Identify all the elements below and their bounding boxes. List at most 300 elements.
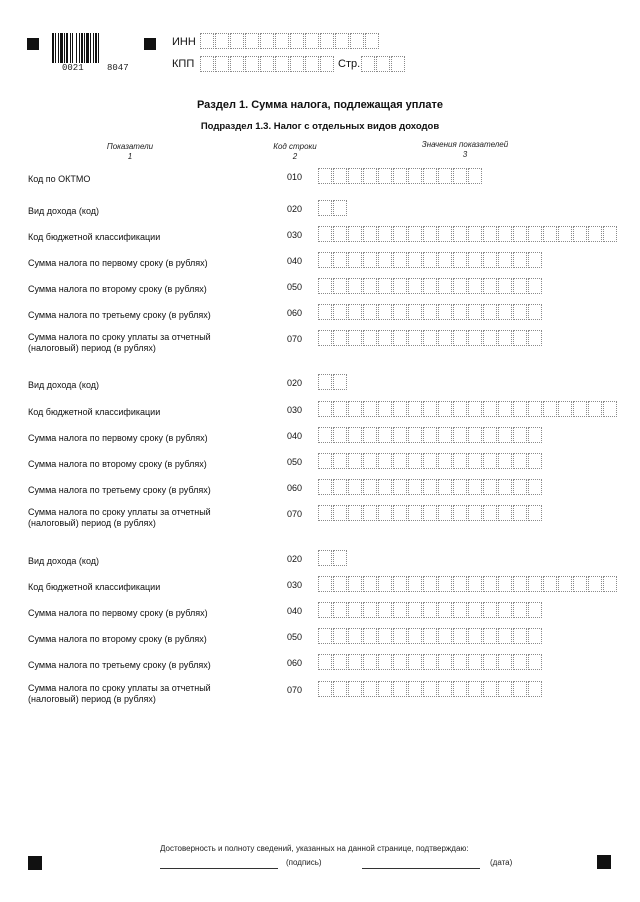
input-cell[interactable] [408, 602, 422, 618]
input-cell[interactable] [378, 479, 392, 495]
input-cell[interactable] [363, 330, 377, 346]
input-cell[interactable] [513, 628, 527, 644]
input-cell[interactable] [483, 427, 497, 443]
input-cell[interactable] [438, 168, 452, 184]
input-cell[interactable] [438, 505, 452, 521]
input-cell[interactable] [513, 505, 527, 521]
input-cell[interactable] [318, 427, 332, 443]
input-cell[interactable] [348, 330, 362, 346]
input-cell[interactable] [290, 56, 304, 72]
input-cell[interactable] [333, 602, 347, 618]
input-cell[interactable] [200, 56, 214, 72]
input-cell[interactable] [393, 681, 407, 697]
input-cell[interactable] [573, 226, 587, 242]
input-cell[interactable] [513, 479, 527, 495]
input-cell[interactable] [528, 252, 542, 268]
input-cell[interactable] [378, 427, 392, 443]
input-cell[interactable] [468, 278, 482, 294]
input-cell[interactable] [378, 401, 392, 417]
input-cell[interactable] [363, 401, 377, 417]
input-cell[interactable] [498, 278, 512, 294]
input-cell[interactable] [333, 453, 347, 469]
input-cell[interactable] [558, 576, 572, 592]
input-cell[interactable] [215, 33, 229, 49]
input-cell[interactable] [483, 252, 497, 268]
input-cell[interactable] [423, 479, 437, 495]
input-cell[interactable] [275, 33, 289, 49]
input-cell[interactable] [378, 168, 392, 184]
input-cell[interactable] [438, 226, 452, 242]
input-cell[interactable] [513, 226, 527, 242]
input-cell[interactable] [513, 602, 527, 618]
input-cell[interactable] [438, 330, 452, 346]
input-cell[interactable] [468, 252, 482, 268]
input-cell[interactable] [318, 602, 332, 618]
block3-third-term-field[interactable] [318, 654, 543, 670]
block2-first-term-field[interactable] [318, 427, 543, 443]
input-cell[interactable] [363, 602, 377, 618]
block2-kbk-field[interactable] [318, 401, 618, 417]
input-cell[interactable] [305, 33, 319, 49]
inn-field[interactable] [200, 33, 380, 49]
input-cell[interactable] [438, 479, 452, 495]
input-cell[interactable] [543, 401, 557, 417]
input-cell[interactable] [318, 654, 332, 670]
input-cell[interactable] [603, 401, 617, 417]
input-cell[interactable] [333, 479, 347, 495]
input-cell[interactable] [423, 168, 437, 184]
input-cell[interactable] [453, 628, 467, 644]
input-cell[interactable] [348, 168, 362, 184]
input-cell[interactable] [513, 576, 527, 592]
input-cell[interactable] [483, 628, 497, 644]
input-cell[interactable] [318, 252, 332, 268]
input-cell[interactable] [483, 479, 497, 495]
input-cell[interactable] [483, 654, 497, 670]
input-cell[interactable] [438, 628, 452, 644]
input-cell[interactable] [318, 479, 332, 495]
input-cell[interactable] [453, 576, 467, 592]
input-cell[interactable] [393, 479, 407, 495]
input-cell[interactable] [348, 602, 362, 618]
input-cell[interactable] [453, 453, 467, 469]
input-cell[interactable] [393, 453, 407, 469]
input-cell[interactable] [333, 226, 347, 242]
input-cell[interactable] [361, 56, 375, 72]
input-cell[interactable] [363, 681, 377, 697]
input-cell[interactable] [363, 427, 377, 443]
kpp-field[interactable] [200, 56, 335, 72]
input-cell[interactable] [573, 576, 587, 592]
block2-income-type-field[interactable] [318, 374, 348, 390]
input-cell[interactable] [333, 401, 347, 417]
input-cell[interactable] [528, 505, 542, 521]
input-cell[interactable] [498, 681, 512, 697]
input-cell[interactable] [333, 654, 347, 670]
input-cell[interactable] [318, 304, 332, 320]
input-cell[interactable] [423, 654, 437, 670]
input-cell[interactable] [363, 576, 377, 592]
block2-third-term-field[interactable] [318, 479, 543, 495]
input-cell[interactable] [498, 401, 512, 417]
input-cell[interactable] [333, 576, 347, 592]
input-cell[interactable] [453, 427, 467, 443]
input-cell[interactable] [305, 56, 319, 72]
input-cell[interactable] [408, 505, 422, 521]
input-cell[interactable] [230, 33, 244, 49]
input-cell[interactable] [468, 505, 482, 521]
input-cell[interactable] [363, 304, 377, 320]
input-cell[interactable] [408, 330, 422, 346]
input-cell[interactable] [423, 602, 437, 618]
input-cell[interactable] [378, 628, 392, 644]
input-cell[interactable] [200, 33, 214, 49]
input-cell[interactable] [453, 681, 467, 697]
input-cell[interactable] [378, 453, 392, 469]
input-cell[interactable] [393, 628, 407, 644]
input-cell[interactable] [498, 602, 512, 618]
input-cell[interactable] [378, 602, 392, 618]
input-cell[interactable] [363, 168, 377, 184]
block3-second-term-field[interactable] [318, 628, 543, 644]
input-cell[interactable] [513, 278, 527, 294]
block1-kbk-field[interactable] [318, 226, 618, 242]
input-cell[interactable] [318, 628, 332, 644]
input-cell[interactable] [290, 33, 304, 49]
input-cell[interactable] [558, 401, 572, 417]
input-cell[interactable] [468, 330, 482, 346]
input-cell[interactable] [498, 226, 512, 242]
input-cell[interactable] [423, 505, 437, 521]
input-cell[interactable] [230, 56, 244, 72]
block1-income-type-field[interactable] [318, 200, 348, 216]
input-cell[interactable] [333, 252, 347, 268]
input-cell[interactable] [348, 479, 362, 495]
input-cell[interactable] [423, 330, 437, 346]
input-cell[interactable] [468, 226, 482, 242]
input-cell[interactable] [453, 168, 467, 184]
block1-third-term-field[interactable] [318, 304, 543, 320]
input-cell[interactable] [423, 576, 437, 592]
input-cell[interactable] [318, 401, 332, 417]
input-cell[interactable] [423, 226, 437, 242]
input-cell[interactable] [245, 56, 259, 72]
input-cell[interactable] [245, 33, 259, 49]
input-cell[interactable] [468, 401, 482, 417]
input-cell[interactable] [423, 401, 437, 417]
input-cell[interactable] [483, 278, 497, 294]
input-cell[interactable] [468, 628, 482, 644]
input-cell[interactable] [333, 374, 347, 390]
input-cell[interactable] [393, 401, 407, 417]
input-cell[interactable] [408, 479, 422, 495]
input-cell[interactable] [215, 56, 229, 72]
input-cell[interactable] [393, 505, 407, 521]
input-cell[interactable] [333, 330, 347, 346]
block3-income-type-field[interactable] [318, 550, 348, 566]
input-cell[interactable] [528, 681, 542, 697]
input-cell[interactable] [408, 278, 422, 294]
input-cell[interactable] [438, 576, 452, 592]
input-cell[interactable] [528, 278, 542, 294]
input-cell[interactable] [498, 453, 512, 469]
input-cell[interactable] [378, 505, 392, 521]
input-cell[interactable] [453, 226, 467, 242]
input-cell[interactable] [318, 505, 332, 521]
input-cell[interactable] [528, 427, 542, 443]
input-cell[interactable] [363, 226, 377, 242]
block3-period-term-field[interactable] [318, 681, 543, 697]
input-cell[interactable] [378, 304, 392, 320]
input-cell[interactable] [378, 576, 392, 592]
input-cell[interactable] [363, 654, 377, 670]
input-cell[interactable] [260, 56, 274, 72]
input-cell[interactable] [320, 33, 334, 49]
input-cell[interactable] [393, 427, 407, 443]
input-cell[interactable] [453, 602, 467, 618]
input-cell[interactable] [498, 330, 512, 346]
oktmo-field[interactable] [318, 168, 483, 184]
input-cell[interactable] [423, 252, 437, 268]
block3-first-term-field[interactable] [318, 602, 543, 618]
input-cell[interactable] [528, 330, 542, 346]
input-cell[interactable] [408, 427, 422, 443]
input-cell[interactable] [468, 304, 482, 320]
input-cell[interactable] [333, 550, 347, 566]
input-cell[interactable] [513, 401, 527, 417]
input-cell[interactable] [335, 33, 349, 49]
block1-second-term-field[interactable] [318, 278, 543, 294]
input-cell[interactable] [378, 278, 392, 294]
input-cell[interactable] [543, 576, 557, 592]
input-cell[interactable] [393, 330, 407, 346]
input-cell[interactable] [498, 479, 512, 495]
input-cell[interactable] [348, 401, 362, 417]
input-cell[interactable] [333, 200, 347, 216]
input-cell[interactable] [318, 278, 332, 294]
input-cell[interactable] [318, 168, 332, 184]
input-cell[interactable] [498, 252, 512, 268]
input-cell[interactable] [363, 505, 377, 521]
input-cell[interactable] [438, 427, 452, 443]
input-cell[interactable] [393, 304, 407, 320]
input-cell[interactable] [423, 278, 437, 294]
input-cell[interactable] [453, 304, 467, 320]
input-cell[interactable] [528, 628, 542, 644]
input-cell[interactable] [483, 505, 497, 521]
input-cell[interactable] [513, 304, 527, 320]
input-cell[interactable] [528, 226, 542, 242]
input-cell[interactable] [275, 56, 289, 72]
input-cell[interactable] [348, 427, 362, 443]
input-cell[interactable] [393, 168, 407, 184]
input-cell[interactable] [483, 681, 497, 697]
input-cell[interactable] [408, 226, 422, 242]
input-cell[interactable] [363, 628, 377, 644]
input-cell[interactable] [408, 401, 422, 417]
input-cell[interactable] [588, 401, 602, 417]
input-cell[interactable] [260, 33, 274, 49]
input-cell[interactable] [318, 453, 332, 469]
input-cell[interactable] [453, 479, 467, 495]
input-cell[interactable] [438, 278, 452, 294]
input-cell[interactable] [408, 576, 422, 592]
input-cell[interactable] [528, 654, 542, 670]
input-cell[interactable] [438, 401, 452, 417]
input-cell[interactable] [483, 602, 497, 618]
input-cell[interactable] [363, 453, 377, 469]
input-cell[interactable] [318, 374, 332, 390]
input-cell[interactable] [393, 576, 407, 592]
input-cell[interactable] [333, 168, 347, 184]
input-cell[interactable] [393, 226, 407, 242]
input-cell[interactable] [468, 681, 482, 697]
input-cell[interactable] [393, 602, 407, 618]
block2-period-term-field[interactable] [318, 505, 543, 521]
input-cell[interactable] [333, 681, 347, 697]
input-cell[interactable] [498, 427, 512, 443]
input-cell[interactable] [483, 576, 497, 592]
input-cell[interactable] [438, 654, 452, 670]
input-cell[interactable] [348, 278, 362, 294]
input-cell[interactable] [318, 330, 332, 346]
input-cell[interactable] [333, 304, 347, 320]
input-cell[interactable] [408, 304, 422, 320]
input-cell[interactable] [365, 33, 379, 49]
input-cell[interactable] [333, 505, 347, 521]
input-cell[interactable] [513, 427, 527, 443]
input-cell[interactable] [438, 681, 452, 697]
input-cell[interactable] [573, 401, 587, 417]
input-cell[interactable] [423, 304, 437, 320]
input-cell[interactable] [603, 576, 617, 592]
input-cell[interactable] [468, 602, 482, 618]
input-cell[interactable] [528, 401, 542, 417]
input-cell[interactable] [438, 602, 452, 618]
input-cell[interactable] [438, 453, 452, 469]
input-cell[interactable] [348, 654, 362, 670]
input-cell[interactable] [348, 226, 362, 242]
input-cell[interactable] [483, 226, 497, 242]
input-cell[interactable] [391, 56, 405, 72]
input-cell[interactable] [393, 252, 407, 268]
input-cell[interactable] [483, 330, 497, 346]
input-cell[interactable] [378, 226, 392, 242]
input-cell[interactable] [408, 654, 422, 670]
input-cell[interactable] [378, 654, 392, 670]
input-cell[interactable] [528, 453, 542, 469]
input-cell[interactable] [363, 278, 377, 294]
input-cell[interactable] [528, 576, 542, 592]
input-cell[interactable] [348, 304, 362, 320]
input-cell[interactable] [423, 628, 437, 644]
input-cell[interactable] [423, 453, 437, 469]
input-cell[interactable] [468, 453, 482, 469]
input-cell[interactable] [498, 304, 512, 320]
input-cell[interactable] [468, 654, 482, 670]
input-cell[interactable] [348, 681, 362, 697]
input-cell[interactable] [376, 56, 390, 72]
input-cell[interactable] [468, 427, 482, 443]
input-cell[interactable] [603, 226, 617, 242]
signature-line[interactable] [160, 868, 278, 869]
input-cell[interactable] [438, 252, 452, 268]
input-cell[interactable] [318, 200, 332, 216]
input-cell[interactable] [350, 33, 364, 49]
input-cell[interactable] [453, 654, 467, 670]
input-cell[interactable] [318, 681, 332, 697]
input-cell[interactable] [513, 453, 527, 469]
input-cell[interactable] [333, 278, 347, 294]
input-cell[interactable] [408, 681, 422, 697]
input-cell[interactable] [348, 628, 362, 644]
input-cell[interactable] [363, 479, 377, 495]
input-cell[interactable] [363, 252, 377, 268]
input-cell[interactable] [468, 479, 482, 495]
input-cell[interactable] [558, 226, 572, 242]
input-cell[interactable] [438, 304, 452, 320]
input-cell[interactable] [378, 252, 392, 268]
input-cell[interactable] [318, 226, 332, 242]
input-cell[interactable] [318, 550, 332, 566]
input-cell[interactable] [348, 252, 362, 268]
input-cell[interactable] [513, 252, 527, 268]
input-cell[interactable] [498, 576, 512, 592]
input-cell[interactable] [393, 654, 407, 670]
input-cell[interactable] [498, 628, 512, 644]
input-cell[interactable] [468, 168, 482, 184]
input-cell[interactable] [408, 168, 422, 184]
block1-period-term-field[interactable] [318, 330, 543, 346]
input-cell[interactable] [513, 654, 527, 670]
input-cell[interactable] [320, 56, 334, 72]
input-cell[interactable] [543, 226, 557, 242]
input-cell[interactable] [528, 602, 542, 618]
input-cell[interactable] [468, 576, 482, 592]
input-cell[interactable] [528, 479, 542, 495]
input-cell[interactable] [423, 427, 437, 443]
input-cell[interactable] [348, 505, 362, 521]
input-cell[interactable] [378, 330, 392, 346]
input-cell[interactable] [453, 330, 467, 346]
input-cell[interactable] [483, 304, 497, 320]
input-cell[interactable] [378, 681, 392, 697]
input-cell[interactable] [408, 453, 422, 469]
input-cell[interactable] [588, 576, 602, 592]
page-number-field[interactable] [361, 56, 406, 72]
input-cell[interactable] [423, 681, 437, 697]
block3-kbk-field[interactable] [318, 576, 618, 592]
input-cell[interactable] [453, 252, 467, 268]
input-cell[interactable] [498, 654, 512, 670]
input-cell[interactable] [513, 330, 527, 346]
input-cell[interactable] [453, 401, 467, 417]
input-cell[interactable] [498, 505, 512, 521]
input-cell[interactable] [318, 576, 332, 592]
input-cell[interactable] [453, 505, 467, 521]
input-cell[interactable] [408, 628, 422, 644]
input-cell[interactable] [348, 453, 362, 469]
input-cell[interactable] [333, 427, 347, 443]
input-cell[interactable] [393, 278, 407, 294]
date-line[interactable] [362, 868, 480, 869]
input-cell[interactable] [348, 576, 362, 592]
input-cell[interactable] [588, 226, 602, 242]
input-cell[interactable] [513, 681, 527, 697]
input-cell[interactable] [408, 252, 422, 268]
input-cell[interactable] [528, 304, 542, 320]
block2-second-term-field[interactable] [318, 453, 543, 469]
